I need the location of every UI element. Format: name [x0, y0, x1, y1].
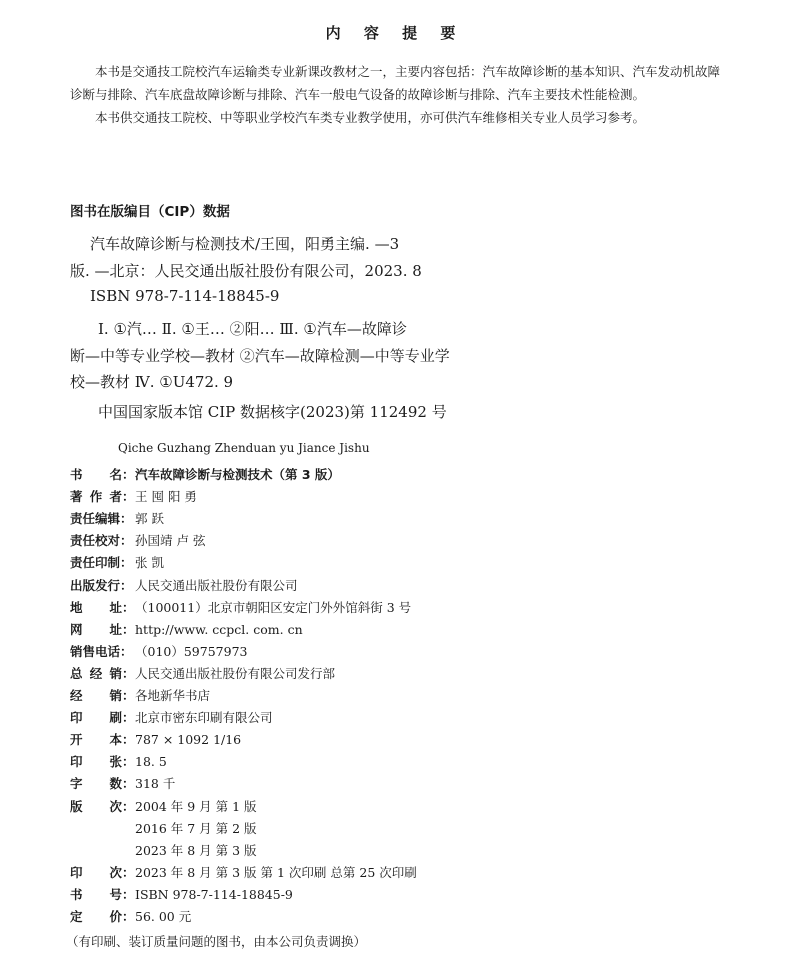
info-label: 版 次 ： — [70, 798, 135, 814]
info-value: 孙国靖 卢 弦 — [135, 533, 206, 549]
info-label: 书 名 ： — [70, 467, 135, 482]
copyright-info-row — [70, 686, 210, 708]
copyright-info-row — [70, 819, 257, 841]
info-value: 2023 年 8 月 第 3 版 第 1 次印刷 总第 25 次印刷 — [135, 864, 417, 880]
cip-line: 断—中等专业学校—教材 ②汽车—故障检测—中等专业学 — [70, 347, 450, 365]
copyright-info-row — [70, 531, 205, 553]
cip-isbn: ISBN 978-7-114-18845-9 — [90, 287, 280, 305]
info-label: 销售电话： — [70, 643, 133, 659]
copyright-info-row — [70, 642, 247, 664]
info-label-text: 总 经 销 — [70, 665, 122, 681]
info-label-text: 责任印制 — [70, 555, 121, 571]
info-value: 郭 跃 — [135, 511, 164, 527]
info-label-text: 著 作 者 — [70, 489, 122, 505]
info-label-text: 销售电话 — [70, 643, 121, 659]
info-label: 开 本 ： — [70, 732, 135, 748]
cip-line: 汽车故障诊断与检测技术/王囤，阳勇主编. —3 — [90, 235, 400, 253]
info-label: 印 张 ： — [70, 754, 135, 770]
info-value: 18. 5 — [135, 754, 167, 770]
summary-paragraph: 本书供交通技工院校、中等职业学校汽车类专业教学使用，亦可供汽车维修相关专业人员学习参考。 — [95, 110, 646, 125]
info-value: ISBN 978-7-114-18845-9 — [135, 886, 293, 902]
info-label: 责任校对： — [70, 533, 133, 549]
info-value: （010）59757973 — [135, 643, 248, 659]
copyright-info-row — [70, 553, 164, 575]
summary-paragraph: 本书是交通技工院校汽车运输类专业新课改教材之一，主要内容包括：汽车故障诊断的基本知识、汽车发动机故障诊断与排除、汽车底盘故障诊断与排除、汽车一般电气设备的故障诊断与排除、汽车主要技术性能检测。 — [70, 64, 721, 102]
info-label-text: 定 价 — [70, 909, 122, 924]
info-value: 张 凯 — [135, 555, 164, 571]
info-value: 2004 年 9 月 第 1 版 — [135, 798, 257, 814]
info-value: （100011）北京市朝阳区安定门外外馆斜街 3 号 — [135, 599, 412, 615]
info-label: 字 数 ： — [70, 776, 135, 792]
copyright-info-row — [70, 576, 298, 598]
info-label-text: 出版发行 — [70, 577, 121, 593]
info-label-text: 网 址 — [70, 621, 122, 637]
info-label-text: 印 次 — [70, 864, 122, 880]
info-label-text: 责任编辑 — [70, 511, 121, 527]
info-label: 书 号 ： — [70, 886, 135, 902]
copyright-info-row — [70, 885, 293, 907]
info-value: 北京市密东印刷有限公司 — [135, 710, 273, 726]
info-label-text: 印 张 — [70, 754, 122, 770]
info-label-text: 开 本 — [70, 732, 122, 748]
copyright-info-row — [70, 487, 197, 509]
cip-line: 版. —北京：人民交通出版社股份有限公司，2023. 8 — [70, 262, 422, 280]
info-label-text: 书 号 — [70, 886, 122, 902]
copyright-info-row — [70, 730, 241, 752]
info-label: 网 址 ： — [70, 621, 135, 637]
info-label-text: 经 销 — [70, 688, 122, 703]
info-value: 2016 年 7 月 第 2 版 — [135, 820, 257, 836]
cip-heading: 图书在版编目（CIP）数据 — [70, 204, 230, 220]
info-label: 经 销 ： — [70, 688, 135, 703]
info-value: 各地新华书店 — [135, 688, 211, 703]
info-label: 出版发行： — [70, 577, 133, 593]
summary-title: 内 容 提 要 — [325, 24, 465, 42]
info-label: 地 址 ： — [70, 599, 135, 615]
info-label-text: 书 名 — [70, 467, 122, 482]
info-label-text: 版 次 — [70, 798, 122, 814]
cip-line: Ⅰ. ①汽… Ⅱ. ①王… ②阳… Ⅲ. ①汽车—故障诊 — [98, 320, 407, 338]
info-value: 王 囤 阳 勇 — [135, 489, 197, 505]
quality-note: （有印刷、装订质量问题的图书，由本公司负责调换） — [66, 934, 367, 949]
info-label-text: 字 数 — [70, 776, 122, 792]
pinyin-title: Qiche Guzhang Zhenduan yu Jiance Jishu — [118, 441, 370, 455]
cip-line: 校—教材 Ⅳ. ①U472. 9 — [70, 373, 234, 391]
info-label: 责任编辑： — [70, 511, 133, 527]
info-label: 印 刷 ： — [70, 710, 135, 726]
info-value: 56. 00 元 — [135, 909, 192, 924]
copyright-info-row — [70, 752, 167, 774]
info-value: 汽车故障诊断与检测技术（第 3 版） — [135, 467, 340, 482]
info-label-text: 印 刷 — [70, 710, 122, 726]
copyright-info-row — [70, 708, 273, 730]
info-value: 2023 年 8 月 第 3 版 — [135, 842, 257, 858]
info-value: 787 × 1092 1/16 — [135, 732, 242, 748]
info-value: http://www. ccpcl. com. cn — [135, 621, 303, 637]
copyright-info-row — [70, 664, 335, 686]
summary-abstract — [70, 60, 720, 129]
copyright-info-row — [70, 863, 417, 885]
info-value: 人民交通出版社股份有限公司发行部 — [135, 665, 336, 681]
copyright-info-row — [70, 598, 411, 620]
info-value: 人民交通出版社股份有限公司 — [135, 577, 298, 593]
info-value: 318 千 — [135, 776, 176, 792]
copyright-info-row — [70, 841, 257, 863]
copyright-info-row — [70, 797, 257, 819]
copyright-info-row — [70, 907, 191, 929]
info-label: 定 价 ： — [70, 909, 135, 924]
info-label-text: 责任校对 — [70, 533, 121, 549]
info-label-text: 地 址 — [70, 599, 122, 615]
cip-record-number: 中国国家版本馆 CIP 数据核字(2023)第 112492 号 — [98, 403, 447, 421]
copyright-info-row — [70, 465, 340, 487]
copyright-info-row — [70, 620, 303, 642]
info-label: 印 次 ： — [70, 864, 135, 880]
info-label: 著 作 者 ： — [70, 489, 135, 505]
copyright-info-row — [70, 509, 164, 531]
info-label: 总 经 销 ： — [70, 665, 135, 681]
info-label: 责任印制： — [70, 555, 133, 571]
copyright-info-row — [70, 774, 175, 796]
